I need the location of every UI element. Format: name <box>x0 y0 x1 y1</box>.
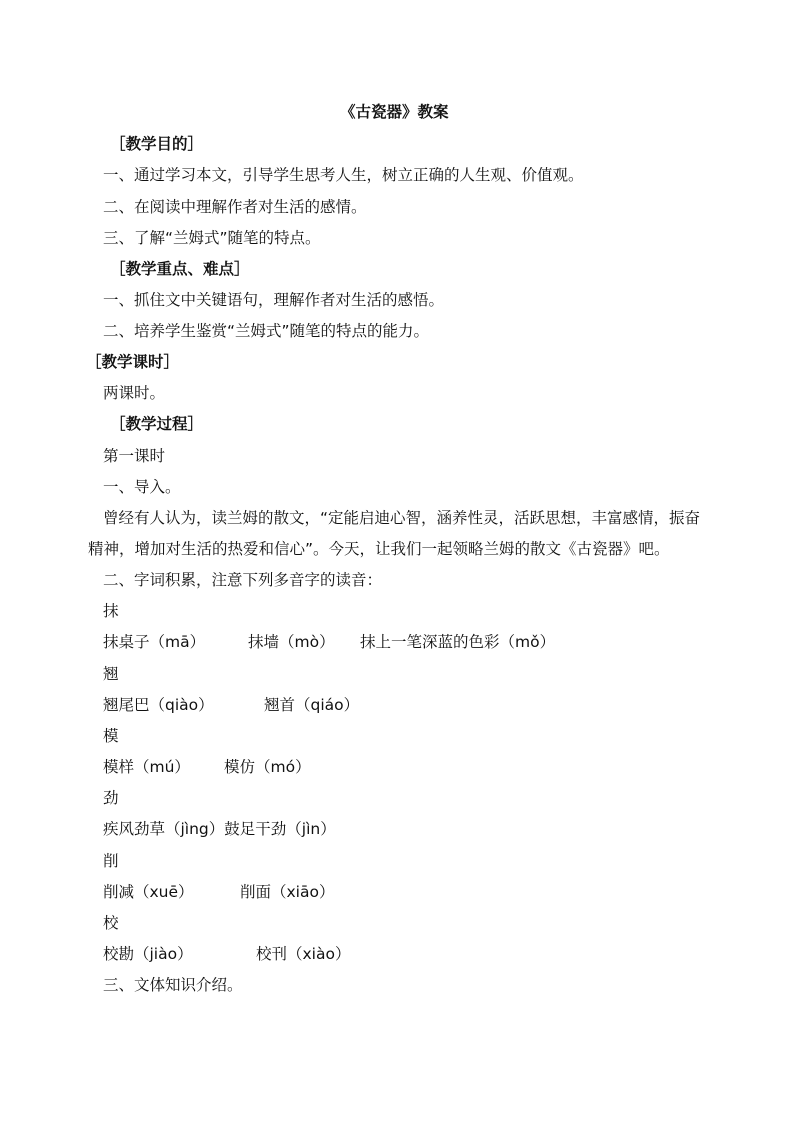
focus-item-1: 一、抓住文中关键语句，理解作者对生活的感悟。 <box>103 291 445 309</box>
polyphone-reading: 抹墙（mò） <box>248 633 335 651</box>
polyphone-reading: 削面（xiāo） <box>240 883 335 901</box>
aims-heading: ［教学目的］ <box>110 135 204 153</box>
paragraph-line-2: 精神，增加对生活的热爱和信心”。今天，让我们一起领略兰姆的散文《古瓷器》吧。 <box>88 540 670 558</box>
process-heading: ［教学过程］ <box>110 415 204 433</box>
polyphone-char: 校 <box>103 914 119 932</box>
polyphone-char: 削 <box>103 852 119 870</box>
polyphone-char: 模 <box>103 727 119 745</box>
polyphone-reading: 校勘（jiào） <box>103 945 193 963</box>
polyphone-char: 翘 <box>103 665 119 683</box>
polyphone-reading: 模仿（mó） <box>224 758 311 776</box>
polyphone-reading: 校刊（xiào） <box>256 945 351 963</box>
lesson-label: 第一课时 <box>103 447 166 465</box>
step-vocabulary: 二、字词积累，注意下列多音字的读音： <box>103 571 383 589</box>
hours-heading: ［教学课时］ <box>86 353 180 371</box>
polyphone-reading: 翘首（qiáo） <box>264 696 360 714</box>
polyphone-char: 劲 <box>103 789 119 807</box>
paragraph-line-1: 曾经有人认为，读兰姆的散文，“定能启迪心智，涵养性灵，活跃思想，丰富感情，振奋 <box>103 509 701 527</box>
polyphone-reading: 抹桌子（mā） <box>103 633 206 651</box>
polyphone-reading: 翘尾巴（qiào） <box>103 696 214 714</box>
polyphone-char: 抹 <box>103 602 119 620</box>
step-intro: 一、导入。 <box>103 478 181 496</box>
focus-item-2: 二、培养学生鉴赏“兰姆式”随笔的特点的能力。 <box>103 322 430 340</box>
aims-item-1: 一、通过学习本文，引导学生思考人生，树立正确的人生观、价值观。 <box>103 166 584 184</box>
aims-item-3: 三、了解“兰姆式”随笔的特点。 <box>103 229 321 247</box>
polyphone-reading: 削减（xuē） <box>103 883 194 901</box>
focus-heading: ［教学重点、难点］ <box>110 260 250 278</box>
polyphone-reading: 抹上一笔深蓝的色彩（mǒ） <box>360 633 556 651</box>
page-title: 《古瓷器》教案 <box>340 103 449 121</box>
hours-text: 两课时。 <box>103 384 166 402</box>
polyphone-reading: 模样（mú） <box>103 758 190 776</box>
polyphone-reading: 疾风劲草（jìng）鼓足干劲（jìn） <box>103 820 336 838</box>
aims-item-2: 二、在阅读中理解作者对生活的感情。 <box>103 198 367 216</box>
step-genre: 三、文体知识介绍。 <box>103 976 243 994</box>
